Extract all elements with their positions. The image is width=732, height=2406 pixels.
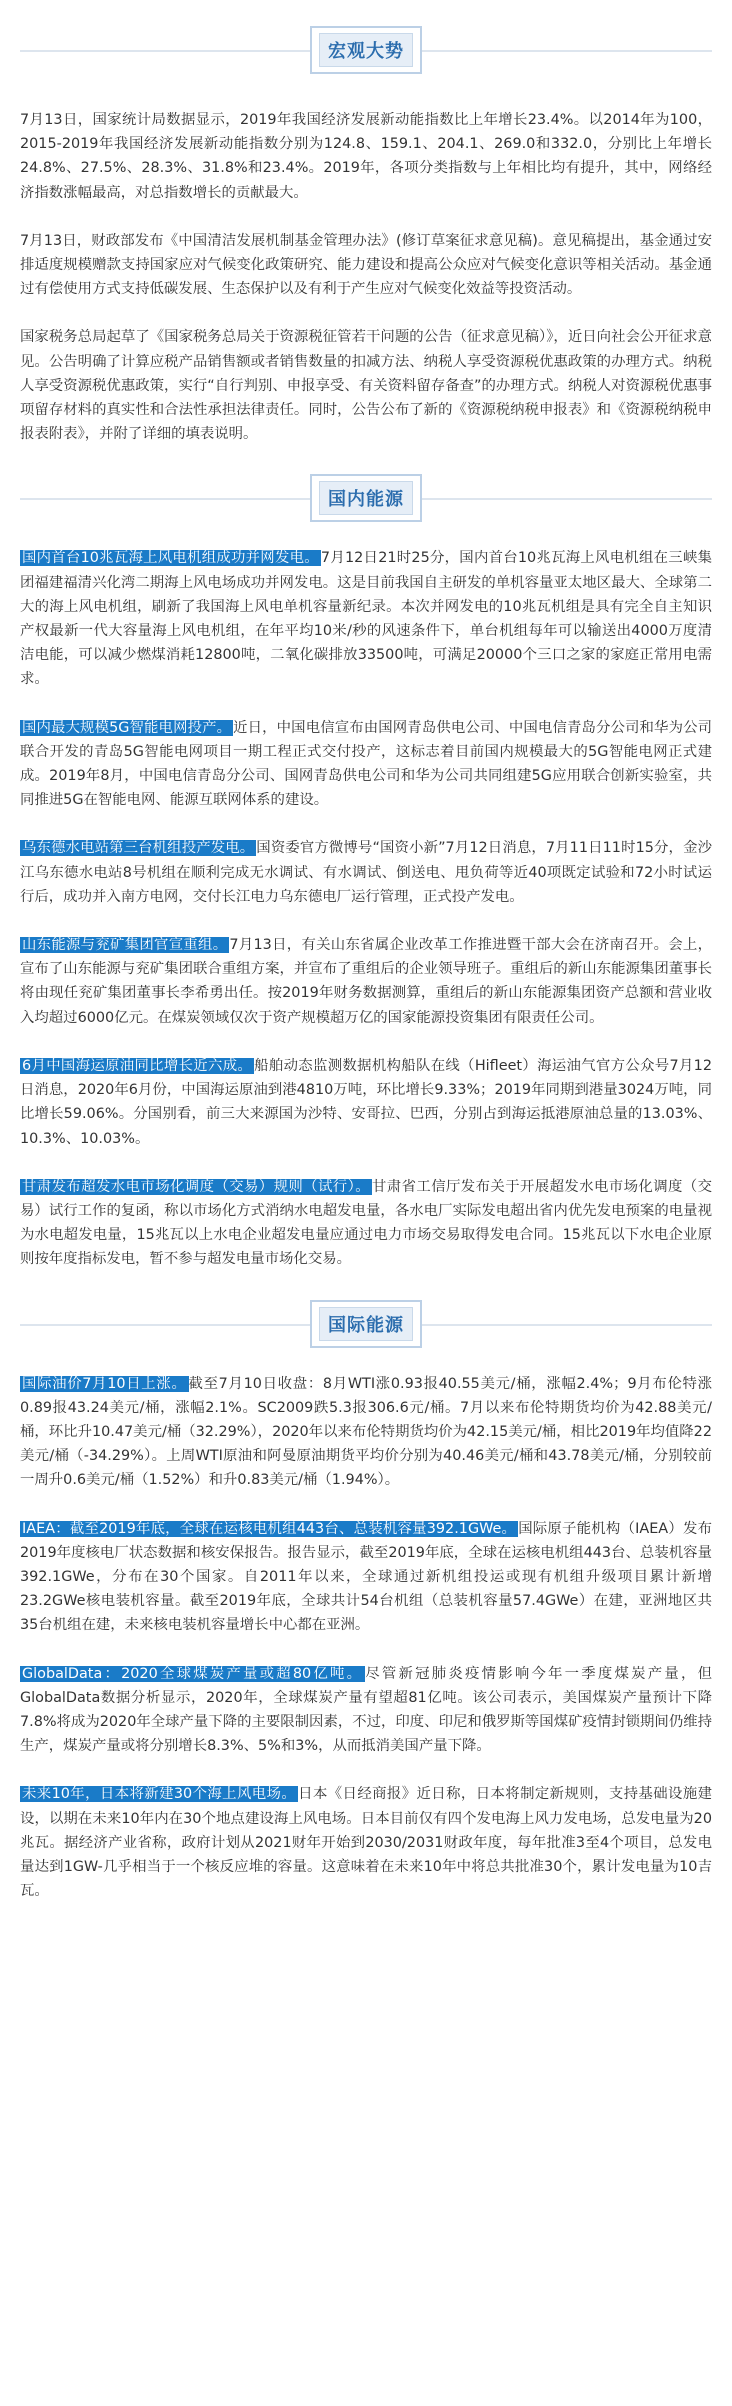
- news-text: 尽管新冠肺炎疫情影响今年一季度煤炭产量，但GlobalData数据分析显示，2020年，全球煤炭产量有望超81亿吨。该公司表示，美国煤炭产量预计下降7.8%将成为2020年全球产量下降的主要限制因素，不过，印度、印尼和俄罗斯等国煤矿疫情封锁期间仍维持生产，煤炭产量或将分别增长8.3%、5%和3%，从而抵消美国产量下降。: [20, 1665, 712, 1755]
- section-title-box: [310, 1300, 422, 1348]
- section-title: 国内能源: [319, 481, 413, 515]
- news-item: [20, 1054, 712, 1151]
- news-text: 截至7月10日收盘：8月WTI涨0.93报40.55美元/桶，涨幅2.4%；9月布伦特涨0.89报43.24美元/桶，涨幅2.1%。SC2009跌5.3报306.6元/桶。7月以来布伦特期货均价为42.88美元/桶，环比升10.47美元/桶（32.29%），2020年以来布伦特期货均价为42.15美元/桶，相比2019年均值降22美元/桶（-34.29%）。上周WTI原油和阿曼原油期货平均价分别为40.46美元/桶和43.78美元/桶，分别较前一周升0.6美元/桶（1.52%）和升0.83美元/桶（1.94%）。: [20, 1375, 712, 1489]
- news-headline: 甘肃发布超发水电市场化调度（交易）规则（试行）。: [22, 1178, 370, 1195]
- news-text: 船舶动态监测数据机构船队在线（Hifleet）海运油气官方公众号7月12日消息，2020年6月份，中国海运原油到港4810万吨，环比增长9.33%；2019年同期到港量3024万吨，同比增长59.06%。分国别看，前三大来源国为沙特、安哥拉、巴西，分别占到海运抵港原油总量的13.03%、10.3%、10.03%。: [20, 1057, 712, 1147]
- paragraph: [20, 229, 712, 302]
- news-item: [20, 1782, 712, 1903]
- section-header-international: [20, 1296, 712, 1354]
- news-headline: IAEA：截至2019年底，全球在运核电机组443台、总装机容量392.1GWe。: [22, 1520, 517, 1537]
- paragraph: [20, 325, 712, 446]
- section-header-domestic: [20, 470, 712, 528]
- paragraph-text: 7月13日，财政部发布《中国清洁发展机制基金管理办法》(修订草案征求意见稿)。意见稿提出，基金通过安排适度规模赠款支持国家应对气候变化政策研究、能力建设和提高公众应对气候变化意识等相关活动。基金通过有偿使用方式支持低碳发展、生态保护以及有利于产生应对气候变化效益等投资活动。: [20, 232, 712, 298]
- news-item: [20, 933, 712, 1030]
- news-headline: 山东能源与兖矿集团官宣重组。: [22, 937, 228, 954]
- news-item: [20, 836, 712, 909]
- news-item: [20, 1372, 712, 1493]
- section-title-box: [310, 474, 422, 522]
- news-item: [20, 716, 712, 813]
- news-headline: 未来10年，日本将新建30个海上风电场。: [22, 1786, 297, 1803]
- news-text: 甘肃省工信厅发布关于开展超发水电市场化调度（交易）试行工作的复函，称以市场化方式消纳水电超发电量，各水电厂实际发电超出省内优先发电预案的电量视为水电超发电量，15兆瓦以上水电企业超发电量应通过电力市场交易取得发电合同。15兆瓦以下水电企业原则按年度指标发电，暂不参与超发电量市场化交易。: [20, 1178, 712, 1268]
- section-title: 宏观大势: [319, 33, 413, 67]
- news-text: 日本《日经商报》近日称，日本将制定新规则，支持基础设施建设，以期在未来10年内在30个地点建设海上风电场。日本目前仅有四个发电海上风力发电场，总发电量为20兆瓦。据经济产业省称，政府计划从2021财年开始到2030/2031财政年度，每年批准3至4个项目，总发电量达到1GW-几乎相当于一个核反应堆的容量。这意味着在未来10年中将总共批准30个，累计发电量为10吉瓦。: [20, 1786, 712, 1900]
- news-headline: 6月中国海运原油同比增长近六成。: [22, 1057, 253, 1074]
- news-headline: 乌东德水电站第三台机组投产发电。: [22, 840, 255, 857]
- news-text: 7月13日，有关山东省属企业改革工作推进暨干部大会在济南召开。会上，宣布了山东能源与兖矿集团联合重组方案，并宣布了重组后的企业领导班子。重组后的新山东能源集团董事长将由现任兖矿集团董事长李希勇出任。按2019年财务数据测算，重组后的新山东能源集团资产总额和营业收入均超过6000亿元。在煤炭领域仅次于资产规模超万亿的国家能源投资集团有限责任公司。: [20, 937, 712, 1026]
- paragraph-text: 7月13日，国家统计局数据显示，2019年我国经济发展新动能指数比上年增长23.4%。以2014年为100，2015-2019年我国经济发展新动能指数分别为124.8、159.1、204.1、269.0和332.0，分别比上年增长24.8%、27.5%、28.3%、31.8%和23.4%。2019年，各项分类指数与上年相比均有提升，其中，网络经济指数涨幅最高，对总指数增长的贡献最大。: [20, 112, 712, 201]
- paragraph: [20, 108, 712, 205]
- news-text: 国际原子能机构（IAEA）发布2019年度核电厂状态数据和核安保报告。报告显示，截至2019年底，全球在运核电机组443台、总装机容量392.1GWe，分布在30个国家。自2011年以来，全球通过新机组投运或现有机组升级项目累计新增23.2GWe核电装机容量。截至2019年底，全球共计54台机组（总装机容量57.4GWe）在建，亚洲地区共35台机组在建，未来核电装机容量增长中心都在亚洲。: [20, 1520, 712, 1634]
- news-headline: GlobalData：2020全球煤炭产量或超80亿吨。: [22, 1665, 364, 1682]
- section-title-box: [310, 26, 422, 74]
- paragraph-text: 国家税务总局起草了《国家税务总局关于资源税征管若干问题的公告（征求意见稿）》，近日向社会公开征求意见。公告明确了计算应税产品销售额或者销售数量的扣减方法、纳税人享受资源税优惠政策的办理方式。纳税人享受资源税优惠政策，实行“自行判别、申报享受、有关资料留存备查”的办理方式。纳税人对资源税优惠事项留存材料的真实性和合法性承担法律责任。同时，公告公布了新的《资源税纳税申报表》和《资源税纳税申报表附表》，并附了详细的填表说明。: [20, 329, 712, 443]
- section-header-macro: [20, 22, 712, 80]
- news-headline: 国际油价7月10日上涨。: [22, 1375, 187, 1392]
- news-item: [20, 1517, 712, 1638]
- news-item: [20, 546, 712, 691]
- news-text: 近日，中国电信宣布由国网青岛供电公司、中国电信青岛分公司和华为公司联合开发的青岛5G智能电网项目一期工程正式交付投产，这标志着目前国内规模最大的5G智能电网正式建成。2019年8月，中国电信青岛分公司、国网青岛供电公司和华为公司共同组建5G应用联合创新实验室，共同推进5G在智能电网、能源互联网体系的建设。: [20, 719, 712, 809]
- section-title: 国际能源: [319, 1307, 413, 1341]
- news-text: 国资委官方微博号“国资小新”7月12日消息，7月11日11时15分，金沙江乌东德水电站8号机组在顺利完成无水调试、有水调试、倒送电、甩负荷等近40项既定试验和72小时试运行后，成功并入南方电网，交付长江电力乌东德电厂运行管理，正式投产发电。: [20, 840, 712, 905]
- news-headline: 国内首台10兆瓦海上风电机组成功并网发电。: [22, 550, 319, 567]
- news-item: [20, 1662, 712, 1759]
- news-headline: 国内最大规模5G智能电网投产。: [22, 719, 232, 736]
- news-item: [20, 1175, 712, 1272]
- article: [20, 0, 712, 1927]
- news-text: 7月12日21时25分，国内首台10兆瓦海上风电机组在三峡集团福建福清兴化湾二期海上风电场成功并网发电。这是目前我国自主研发的单机容量亚太地区最大、全球第二大的海上风电机组，刷新了我国海上风电单机容量新纪录。本次并网发电的10兆瓦机组是具有完全自主知识产权最新一代大容量海上风电机组，在年平均10米/秒的风速条件下，单台机组每年可以输送出4000万度清洁电能，可以减少燃煤消耗12800吨，二氧化碳排放33500吨，可满足20000个三口之家的家庭正常用电需求。: [20, 550, 712, 688]
